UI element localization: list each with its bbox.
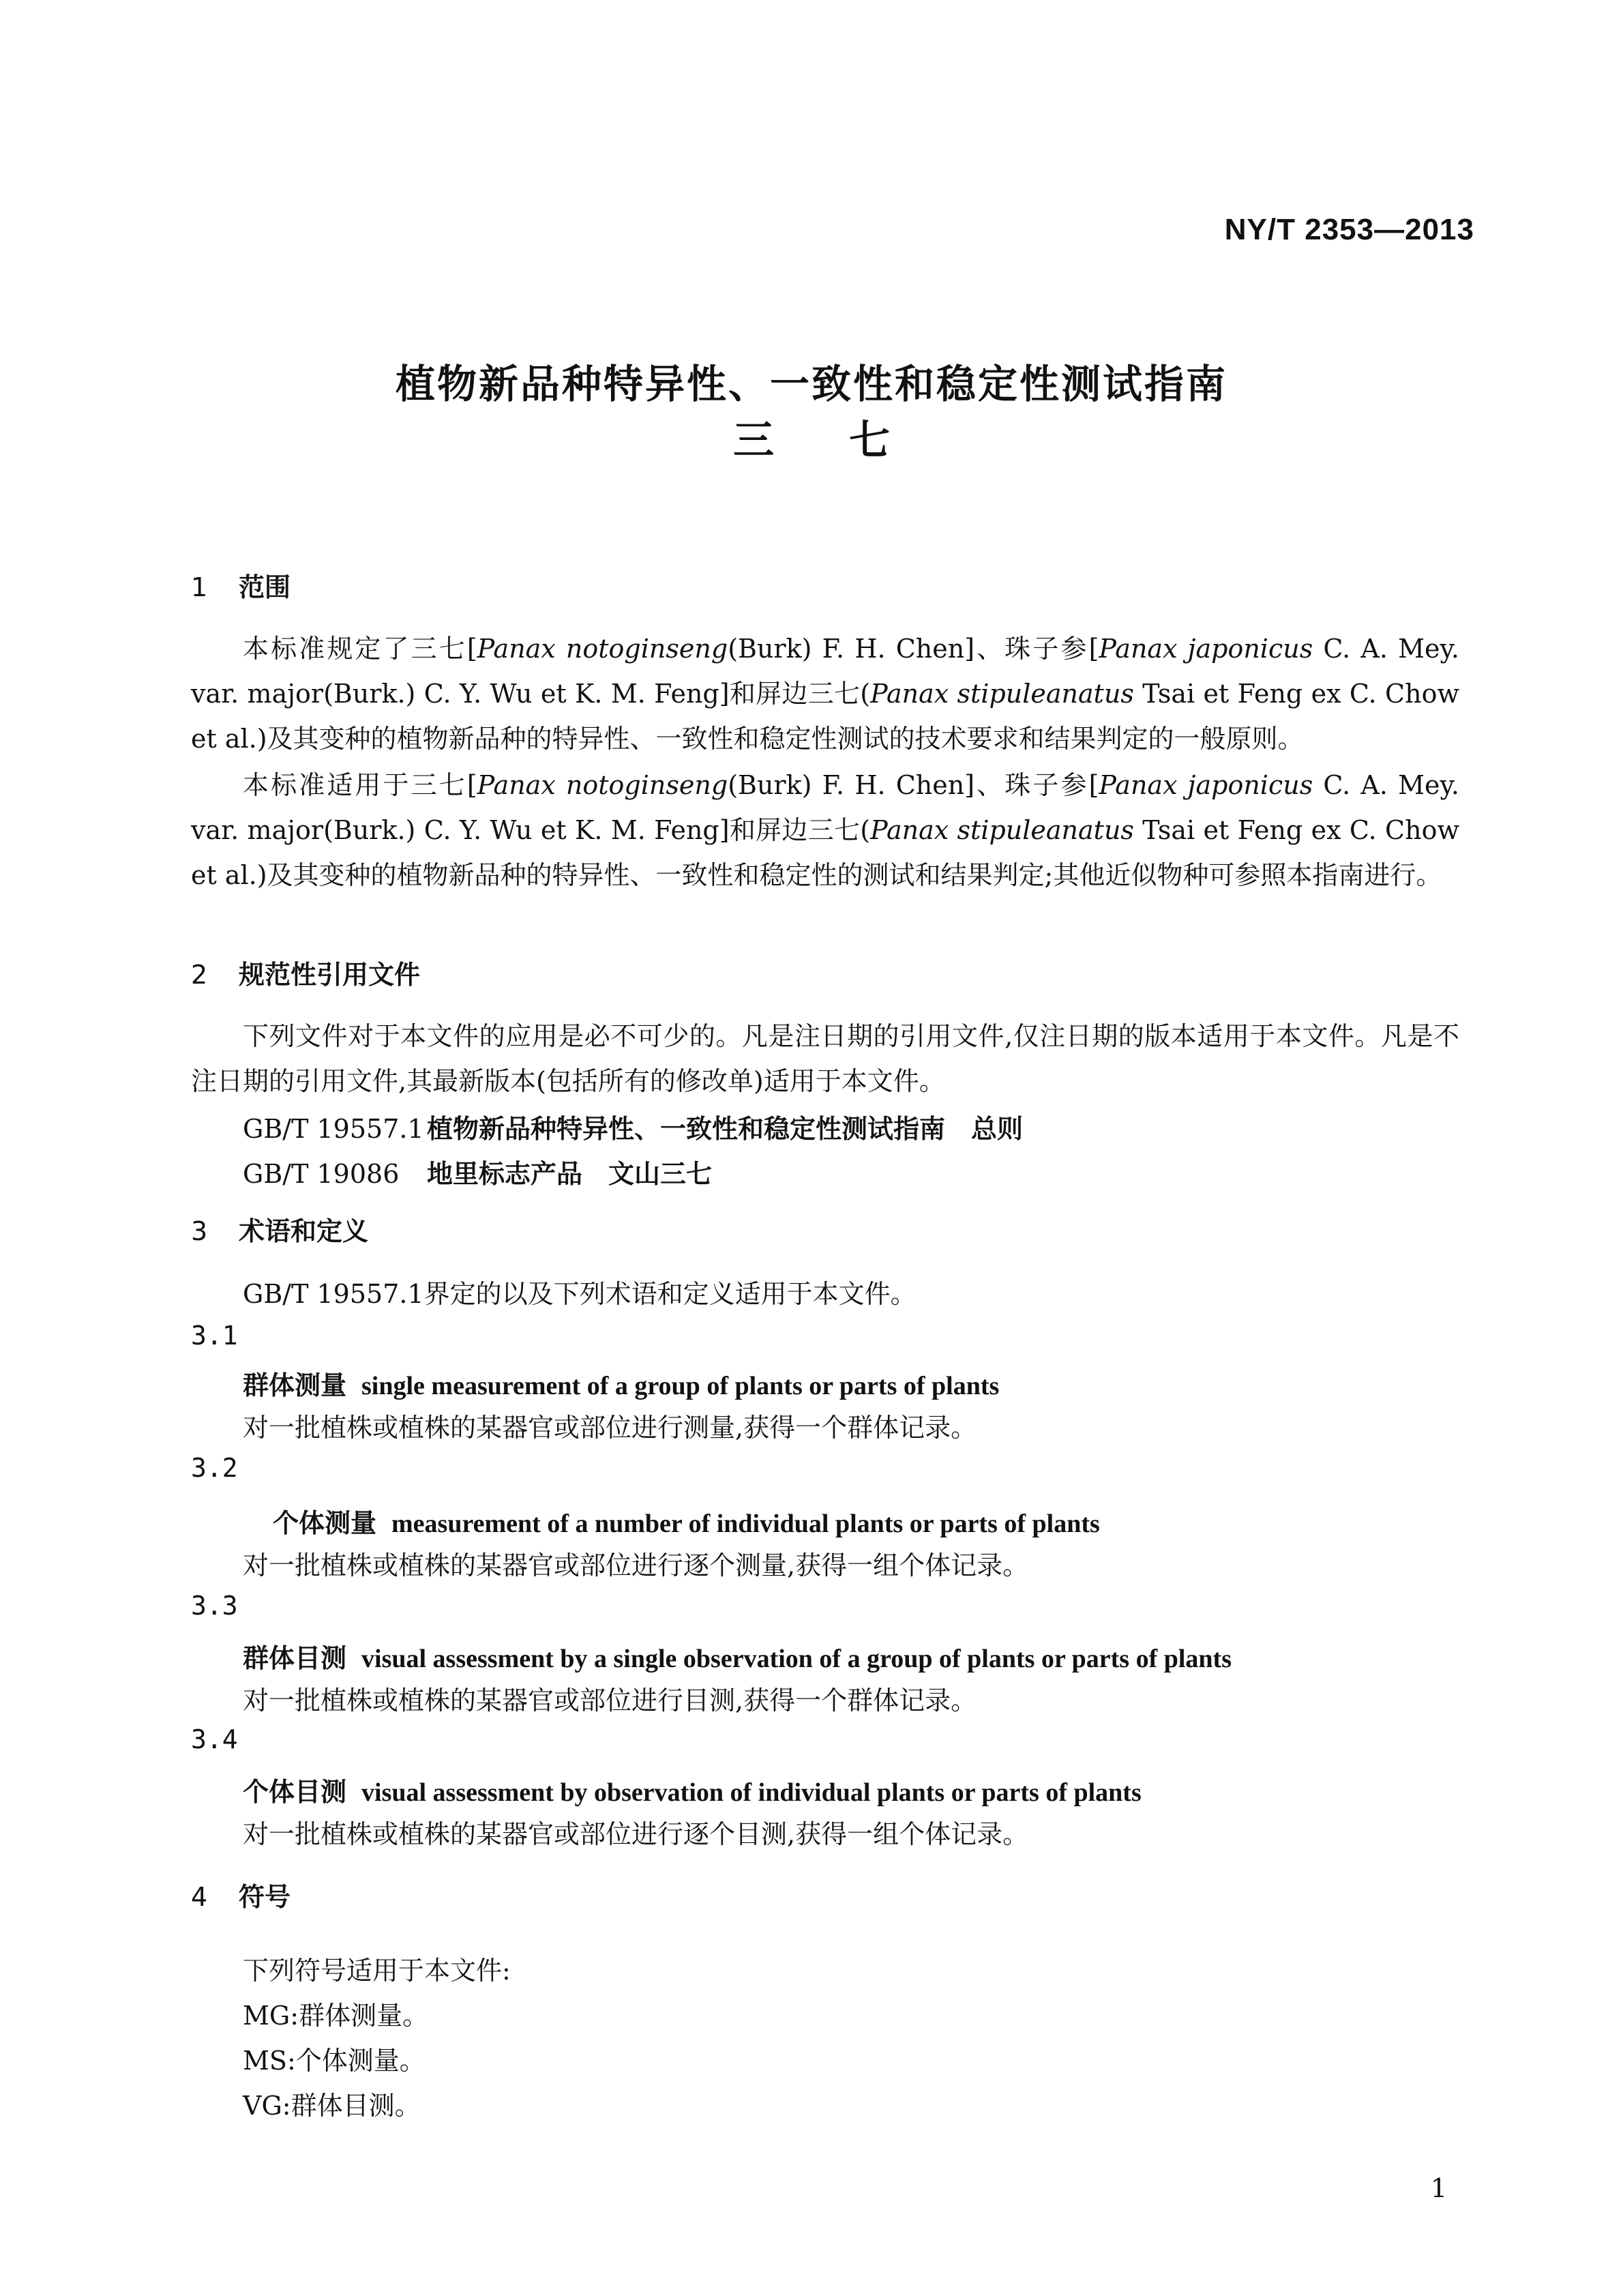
term-english: single measurement of a group of plants or parts of plants bbox=[361, 1372, 1000, 1400]
term-english: measurement of a number of individual plants or parts of plants bbox=[391, 1510, 1100, 1538]
term-entry bbox=[243, 1364, 999, 1402]
species-name: Panax notoginseng bbox=[477, 770, 728, 800]
species-name: Panax stipuleanatus bbox=[870, 815, 1134, 845]
symbol-item: VG:群体目测。 bbox=[243, 2091, 421, 2121]
reference-title: 植物新品种特异性、一致性和稳定性测试指南 总则 bbox=[427, 1114, 1024, 1144]
section-3-heading bbox=[191, 1210, 368, 1248]
reference-item bbox=[243, 1153, 712, 1190]
term-english: visual assessment by a single observation of a group of plants or parts of plants bbox=[361, 1645, 1232, 1673]
species-name: Panax stipuleanatus bbox=[870, 679, 1134, 709]
scope-paragraph-2: 本标准适用于三七[Panax notoginseng(Burk) F. H. Chen]、珠子参[Panax japonicus C. A. Mey. var. major(Burk.) C. Y. Wu et K. M. Feng]和屏边三七(Panax stipuleanatus Tsai et Feng ex C. Chow et al.)及其变种的植物新品种的特异性、一致性和稳定性的测试和结果判定;其他近似物种可参照本指南进行。 bbox=[191, 770, 1459, 890]
term-definition: 对一批植株或植株的某器官或部位进行测量,获得一个群体记录。 bbox=[243, 1413, 977, 1443]
document-subtitle: 三七 bbox=[733, 417, 965, 465]
section-1-heading bbox=[191, 566, 291, 604]
term-entry bbox=[273, 1502, 1100, 1540]
section-3-title: 术语和定义 bbox=[239, 1216, 369, 1246]
term-number: 3.1 bbox=[191, 1321, 238, 1351]
term-entry bbox=[243, 1637, 1232, 1675]
term-chinese: 个体目测 bbox=[243, 1777, 347, 1807]
section-4-heading bbox=[191, 1876, 291, 1913]
standard-number: NY/T 2353—2013 bbox=[1224, 213, 1474, 246]
term-definition: 对一批植株或植株的某器官或部位进行目测,获得一个群体记录。 bbox=[243, 1686, 977, 1716]
term-definition: 对一批植株或植株的某器官或部位进行逐个测量,获得一组个体记录。 bbox=[243, 1550, 1029, 1580]
section-3-number: 3 bbox=[191, 1216, 208, 1246]
term-chinese: 群体测量 bbox=[243, 1370, 347, 1400]
term-number: 3.4 bbox=[191, 1724, 238, 1754]
term-chinese: 个体测量 bbox=[273, 1508, 377, 1538]
section-2-number: 2 bbox=[191, 960, 208, 990]
document-title: 植物新品种特异性、一致性和稳定性测试指南 bbox=[395, 361, 1227, 407]
term-chinese: 群体目测 bbox=[243, 1643, 347, 1673]
species-name: Panax japonicus bbox=[1099, 634, 1313, 664]
species-name: Panax notoginseng bbox=[477, 634, 728, 664]
terms-intro: GB/T 19557.1界定的以及下列术语和定义适用于本文件。 bbox=[243, 1279, 917, 1309]
term-definition: 对一批植株或植株的某器官或部位进行逐个目测,获得一组个体记录。 bbox=[243, 1819, 1029, 1849]
normative-references-paragraph: 下列文件对于本文件的应用是必不可少的。凡是注日期的引用文件,仅注日期的版本适用于本文件。凡是不注日期的引用文件,其最新版本(包括所有的修改单)适用于本文件。 bbox=[191, 1021, 1459, 1096]
term-entry bbox=[243, 1771, 1142, 1808]
reference-item bbox=[243, 1108, 1023, 1145]
symbol-item: MG:群体测量。 bbox=[243, 2001, 429, 2031]
section-4-number: 4 bbox=[191, 1882, 208, 1912]
term-english: visual assessment by observation of individual plants or parts of plants bbox=[361, 1778, 1142, 1807]
scope-paragraph-1: 本标准规定了三七[Panax notoginseng(Burk) F. H. Chen]、珠子参[Panax japonicus C. A. Mey. var. major(Burk.) C. Y. Wu et K. M. Feng]和屏边三七(Panax stipuleanatus Tsai et Feng ex C. Chow et al.)及其变种的植物新品种的特异性、一致性和稳定性测试的技术要求和结果判定的一般原则。 bbox=[191, 634, 1459, 754]
symbol-item: MS:个体测量。 bbox=[243, 2046, 426, 2076]
term-number: 3.2 bbox=[191, 1453, 238, 1483]
reference-title: 地里标志产品 文山三七 bbox=[427, 1159, 713, 1189]
section-1-title: 范围 bbox=[239, 572, 291, 602]
reference-code: GB/T 19086 bbox=[243, 1159, 400, 1189]
species-name: Panax japonicus bbox=[1099, 770, 1313, 800]
section-4-title: 符号 bbox=[239, 1882, 291, 1912]
section-1-number: 1 bbox=[191, 572, 208, 602]
section-2-heading bbox=[191, 954, 420, 991]
section-2-title: 规范性引用文件 bbox=[239, 960, 421, 990]
term-number: 3.3 bbox=[191, 1591, 238, 1621]
reference-code: GB/T 19557.1 bbox=[243, 1114, 424, 1144]
page-number: 1 bbox=[1430, 2173, 1447, 2203]
symbols-intro: 下列符号适用于本文件: bbox=[243, 1956, 511, 1986]
